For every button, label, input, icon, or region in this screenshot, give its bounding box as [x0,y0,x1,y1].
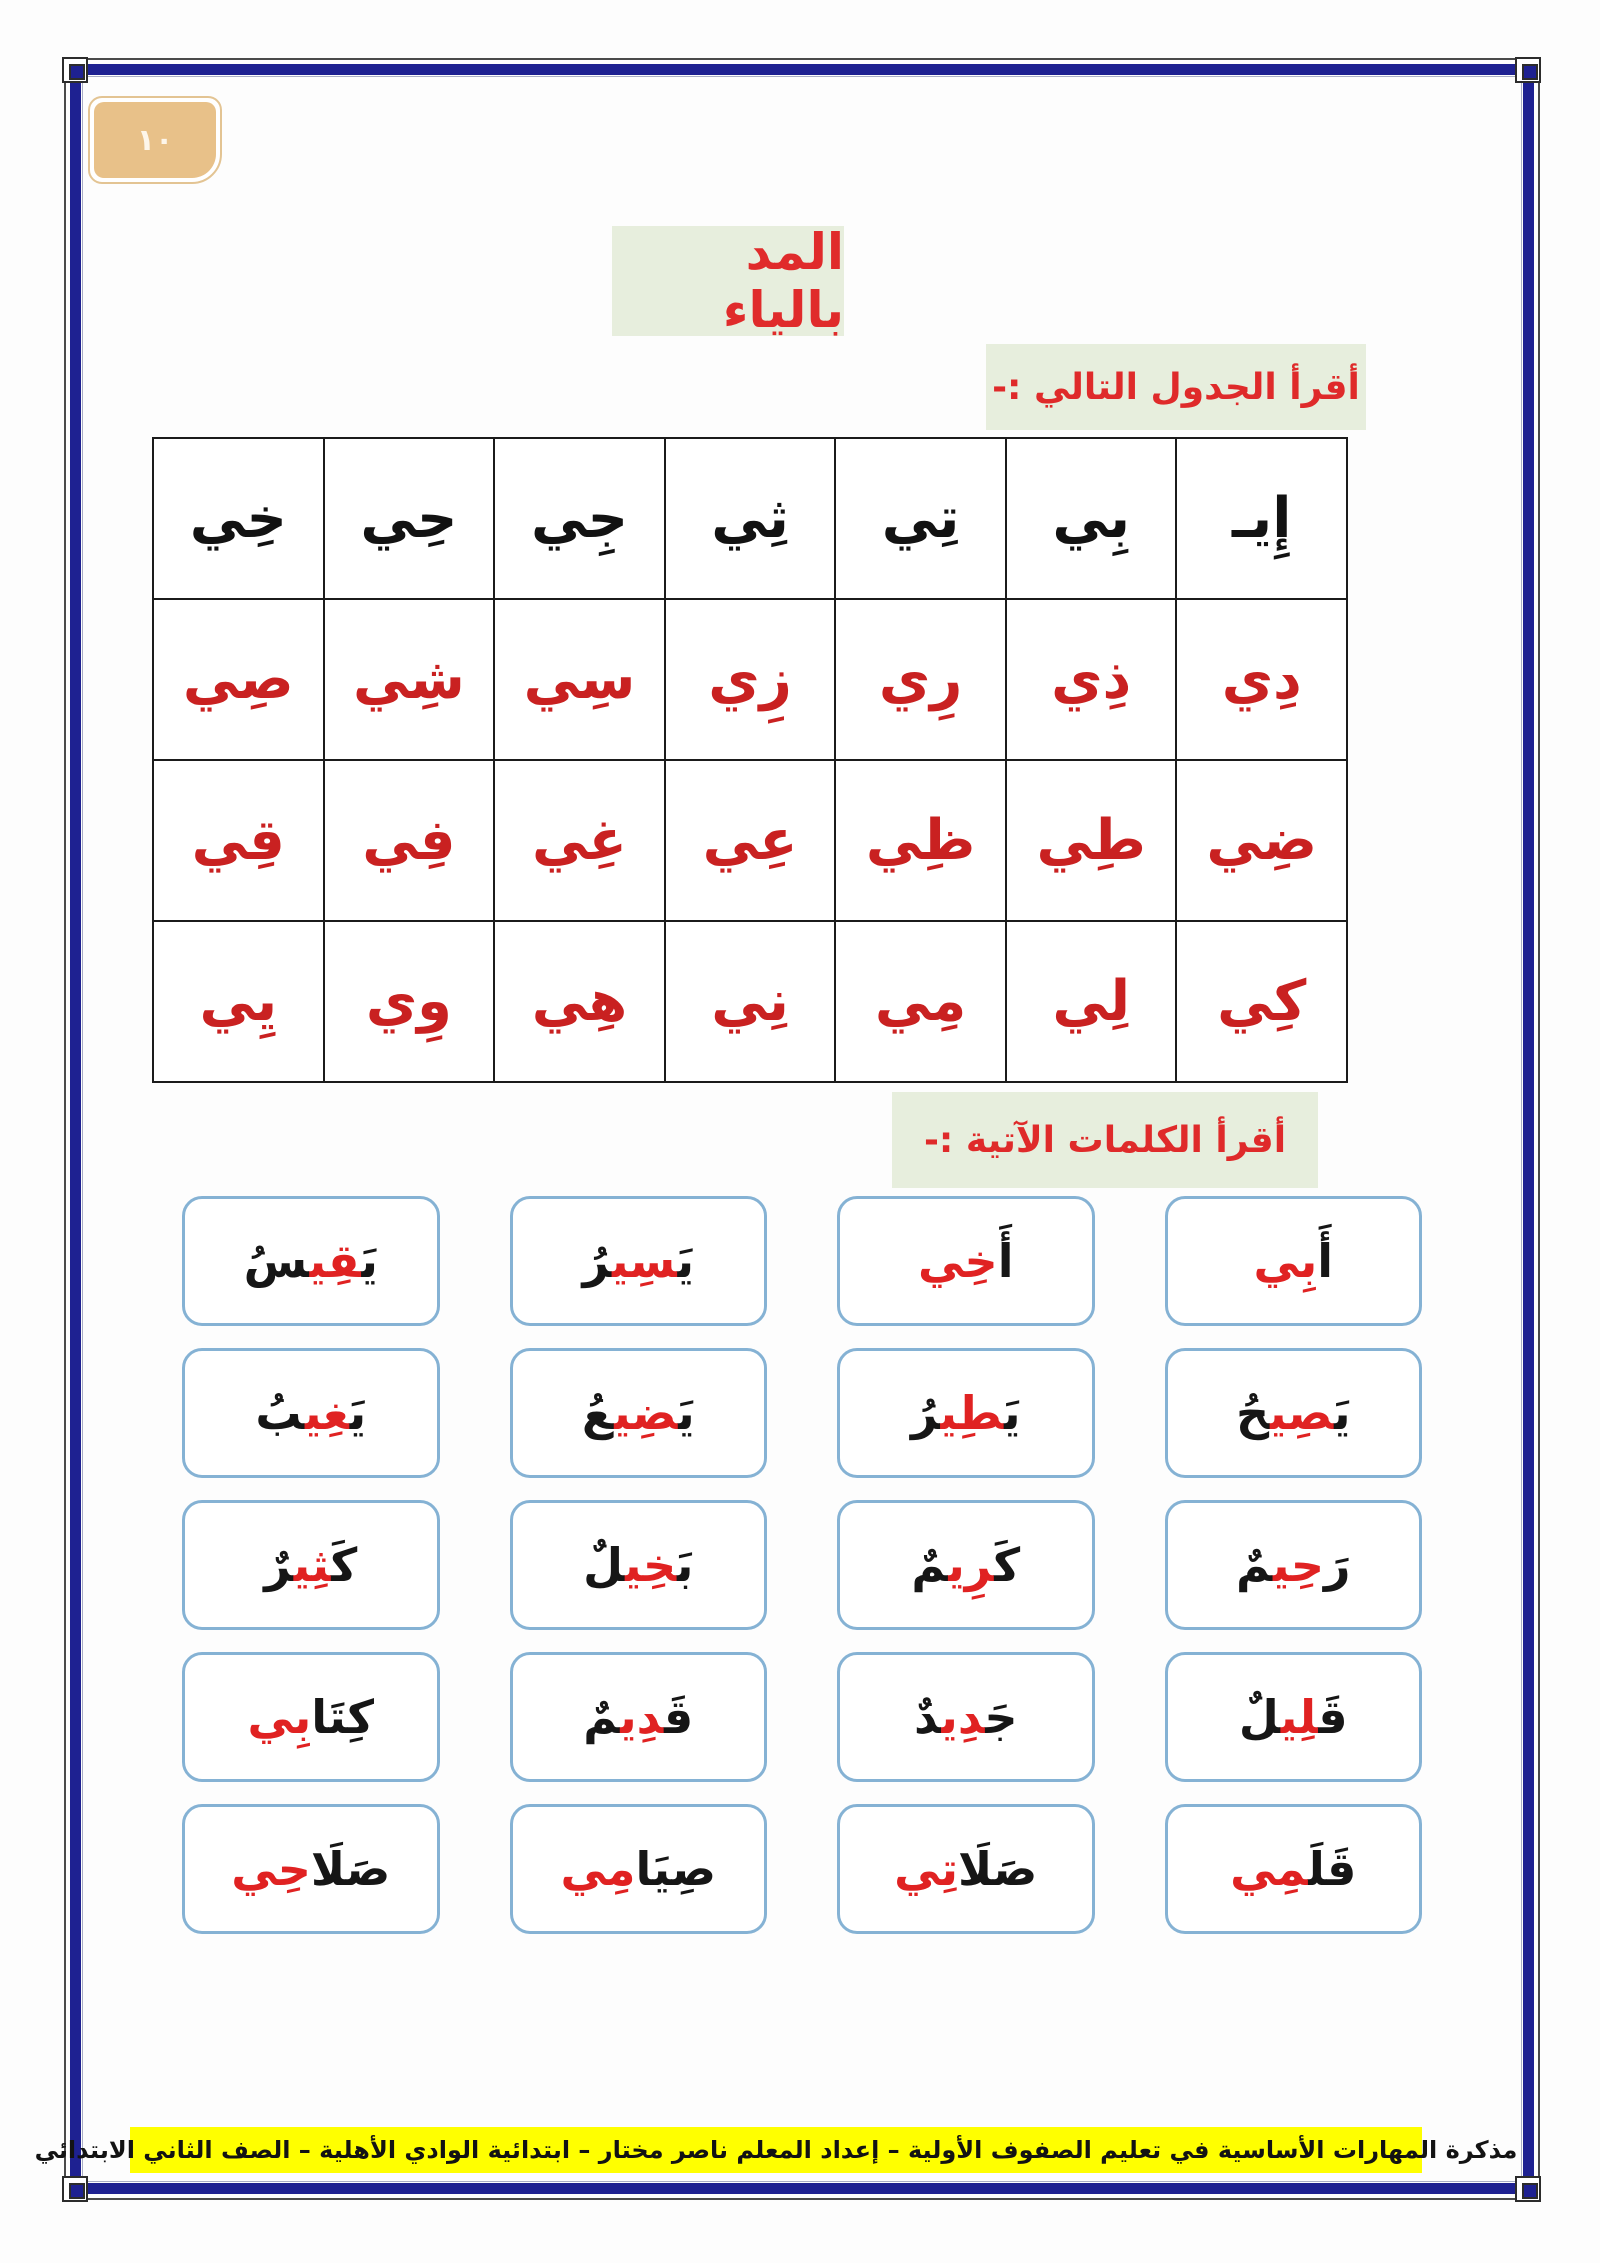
section-label-table-text: أقرأ الجدول التالي :- [992,366,1360,408]
word-card [182,1196,440,1326]
word-part-black: ‍لٌ [1238,1690,1280,1744]
word-part-black: ‍حُ [1235,1386,1270,1440]
syllable-table [152,437,1348,1083]
syllable-cell: يِي [153,921,324,1082]
syllable-cell: دِي [1176,599,1347,760]
syllable-cell: غِي [494,760,665,921]
syllable-cell: فِي [324,760,495,921]
page-title-box [612,223,844,339]
word-card [510,1348,768,1478]
syllable-cell: إِيـ [1176,438,1347,599]
syllable-cell: لِي [1006,921,1177,1082]
word-part-red: حِي [231,1842,311,1896]
word-part-red: ‍مِي [1230,1842,1308,1896]
syllable-cell: سِي [494,599,665,760]
frame-corner-ornament [1515,2176,1541,2202]
word-part-black: قَ‍ [663,1690,694,1744]
word-card [510,1652,768,1782]
syllable-table-row [153,921,1347,1082]
word-part-black: ‍رُ [582,1234,612,1288]
word-part-black: ‍رُ [911,1386,940,1440]
frame-corner-ornament [1515,57,1541,83]
syllable-cell: قِي [153,760,324,921]
word-part-black: ‍مٌ [583,1690,620,1744]
word-card [1165,1652,1423,1782]
syllable-cell: تِي [835,438,1006,599]
syllable-cell: عِي [665,760,836,921]
syllable-cell: هِي [494,921,665,1082]
word-card [182,1652,440,1782]
word-part-black: جَ‍ [984,1690,1018,1744]
word-part-red: ‍قِي‍ [308,1234,361,1288]
word-part-black: قَ‍ [1317,1690,1348,1744]
word-part-red: ‍دِي‍ [940,1690,985,1744]
word-card [837,1652,1095,1782]
syllable-cell: زِي [665,599,836,760]
word-part-black: صَلَا [957,1842,1038,1896]
word-part-black: كِتَا [311,1690,375,1744]
word-part-black: ‍لٌ [583,1538,625,1592]
word-card [510,1804,768,1934]
word-part-black: يَ‍ [1333,1386,1351,1440]
word-card [182,1500,440,1630]
word-card [837,1196,1095,1326]
syllable-cell: ثِي [665,438,836,599]
word-card [837,1804,1095,1934]
word-part-red: ‍ثِي‍ [292,1538,331,1592]
word-part-black: ‍دٌ [913,1690,941,1744]
word-part-black: يَ‍ [360,1234,378,1288]
page-number-badge [88,96,222,184]
word-part-red: ‍غِي‍ [304,1386,349,1440]
word-cards-grid [182,1196,1422,1934]
syllable-cell: صِي [153,599,324,760]
word-part-black: ‍سُ [243,1234,309,1288]
section-label-words-text: أقرأ الكلمات الآتية :- [923,1119,1287,1161]
word-part-red: حِي‍ [1272,1538,1325,1592]
footer-banner [34,2127,1518,2173]
word-part-black: صِيَا [635,1842,717,1896]
syllable-cell: طِي [1006,760,1177,921]
word-part-red: ‍لِي‍ [1279,1690,1318,1744]
word-card [1165,1196,1423,1326]
word-part-black: يَ‍ [348,1386,367,1440]
word-part-black: ‍رٌ [264,1538,293,1592]
syllable-cell: شِي [324,599,495,760]
word-part-black: قَلَ‍ [1307,1842,1357,1896]
section-label-words [892,1092,1318,1188]
syllable-cell: جِي [494,438,665,599]
frame-corner-ornament [62,57,88,83]
word-part-red: ‍سِي‍ [611,1234,677,1288]
word-part-black: أَ [997,1234,1014,1288]
word-part-red: خِي [918,1234,998,1288]
word-part-black: رَ [1324,1538,1351,1592]
frame-corner-ornament [62,2176,88,2202]
word-part-red: بِي [1253,1234,1318,1288]
word-part-red: بِي [247,1690,312,1744]
word-part-black: يَ‍ [677,1386,695,1440]
word-card [510,1196,768,1326]
syllable-cell: نِي [665,921,836,1082]
word-part-black: صَلَا [310,1842,391,1896]
syllable-cell: مِي [835,921,1006,1082]
word-card [1165,1804,1423,1934]
syllable-cell: خِي [153,438,324,599]
syllable-cell: ظِي [835,760,1006,921]
word-part-black: كَ‍ [330,1538,358,1592]
word-card [182,1348,440,1478]
word-part-red: ‍صِي‍ [1269,1386,1334,1440]
word-part-black: ‍بُ [255,1386,305,1440]
word-part-red: ‍رِي‍ [947,1538,994,1592]
word-card [1165,1348,1423,1478]
word-card [837,1348,1095,1478]
word-part-red: تِي [894,1842,958,1896]
word-part-black: ‍عُ [581,1386,614,1440]
syllable-cell: حِي [324,438,495,599]
syllable-cell: ضِي [1176,760,1347,921]
syllable-cell: كِي [1176,921,1347,1082]
footer-credit-text: مذكرة المهارات الأساسية في تعليم الصفوف الأولية – إعداد المعلم ناصر مختار – ابتدائية الوادي الأهلية – الصف الثاني الابتدائي [34,2136,1518,2164]
word-part-red: ‍دِي‍ [619,1690,664,1744]
word-card [1165,1500,1423,1630]
word-part-black: يَ‍ [1003,1386,1021,1440]
word-part-black: بَ‍ [676,1538,694,1592]
word-part-black: ‍مٌ [1236,1538,1273,1592]
word-part-black: ‍مٌ [911,1538,948,1592]
syllable-cell: ذِي [1006,599,1177,760]
section-label-table [986,344,1366,430]
word-card [182,1804,440,1934]
page-number-badge-inner [94,102,216,178]
word-part-black: أَ [1317,1234,1334,1288]
page-number: ١٠ [136,122,174,158]
syllable-cell: بِي [1006,438,1177,599]
word-part-red: ‍ضِي‍ [613,1386,678,1440]
syllable-table-row [153,760,1347,921]
word-part-red: ‍خِي‍ [624,1538,677,1592]
syllable-cell: وِي [324,921,495,1082]
word-card [510,1500,768,1630]
syllable-table-row [153,599,1347,760]
word-part-red: ‍طِي‍ [939,1386,1004,1440]
page-title: المد بالياء [722,223,844,339]
word-part-black: كَ‍ [993,1538,1021,1592]
word-part-black: يَ‍ [676,1234,694,1288]
word-card [837,1500,1095,1630]
syllable-table-row [153,438,1347,599]
word-part-red: مِي [560,1842,636,1896]
syllable-cell: رِي [835,599,1006,760]
